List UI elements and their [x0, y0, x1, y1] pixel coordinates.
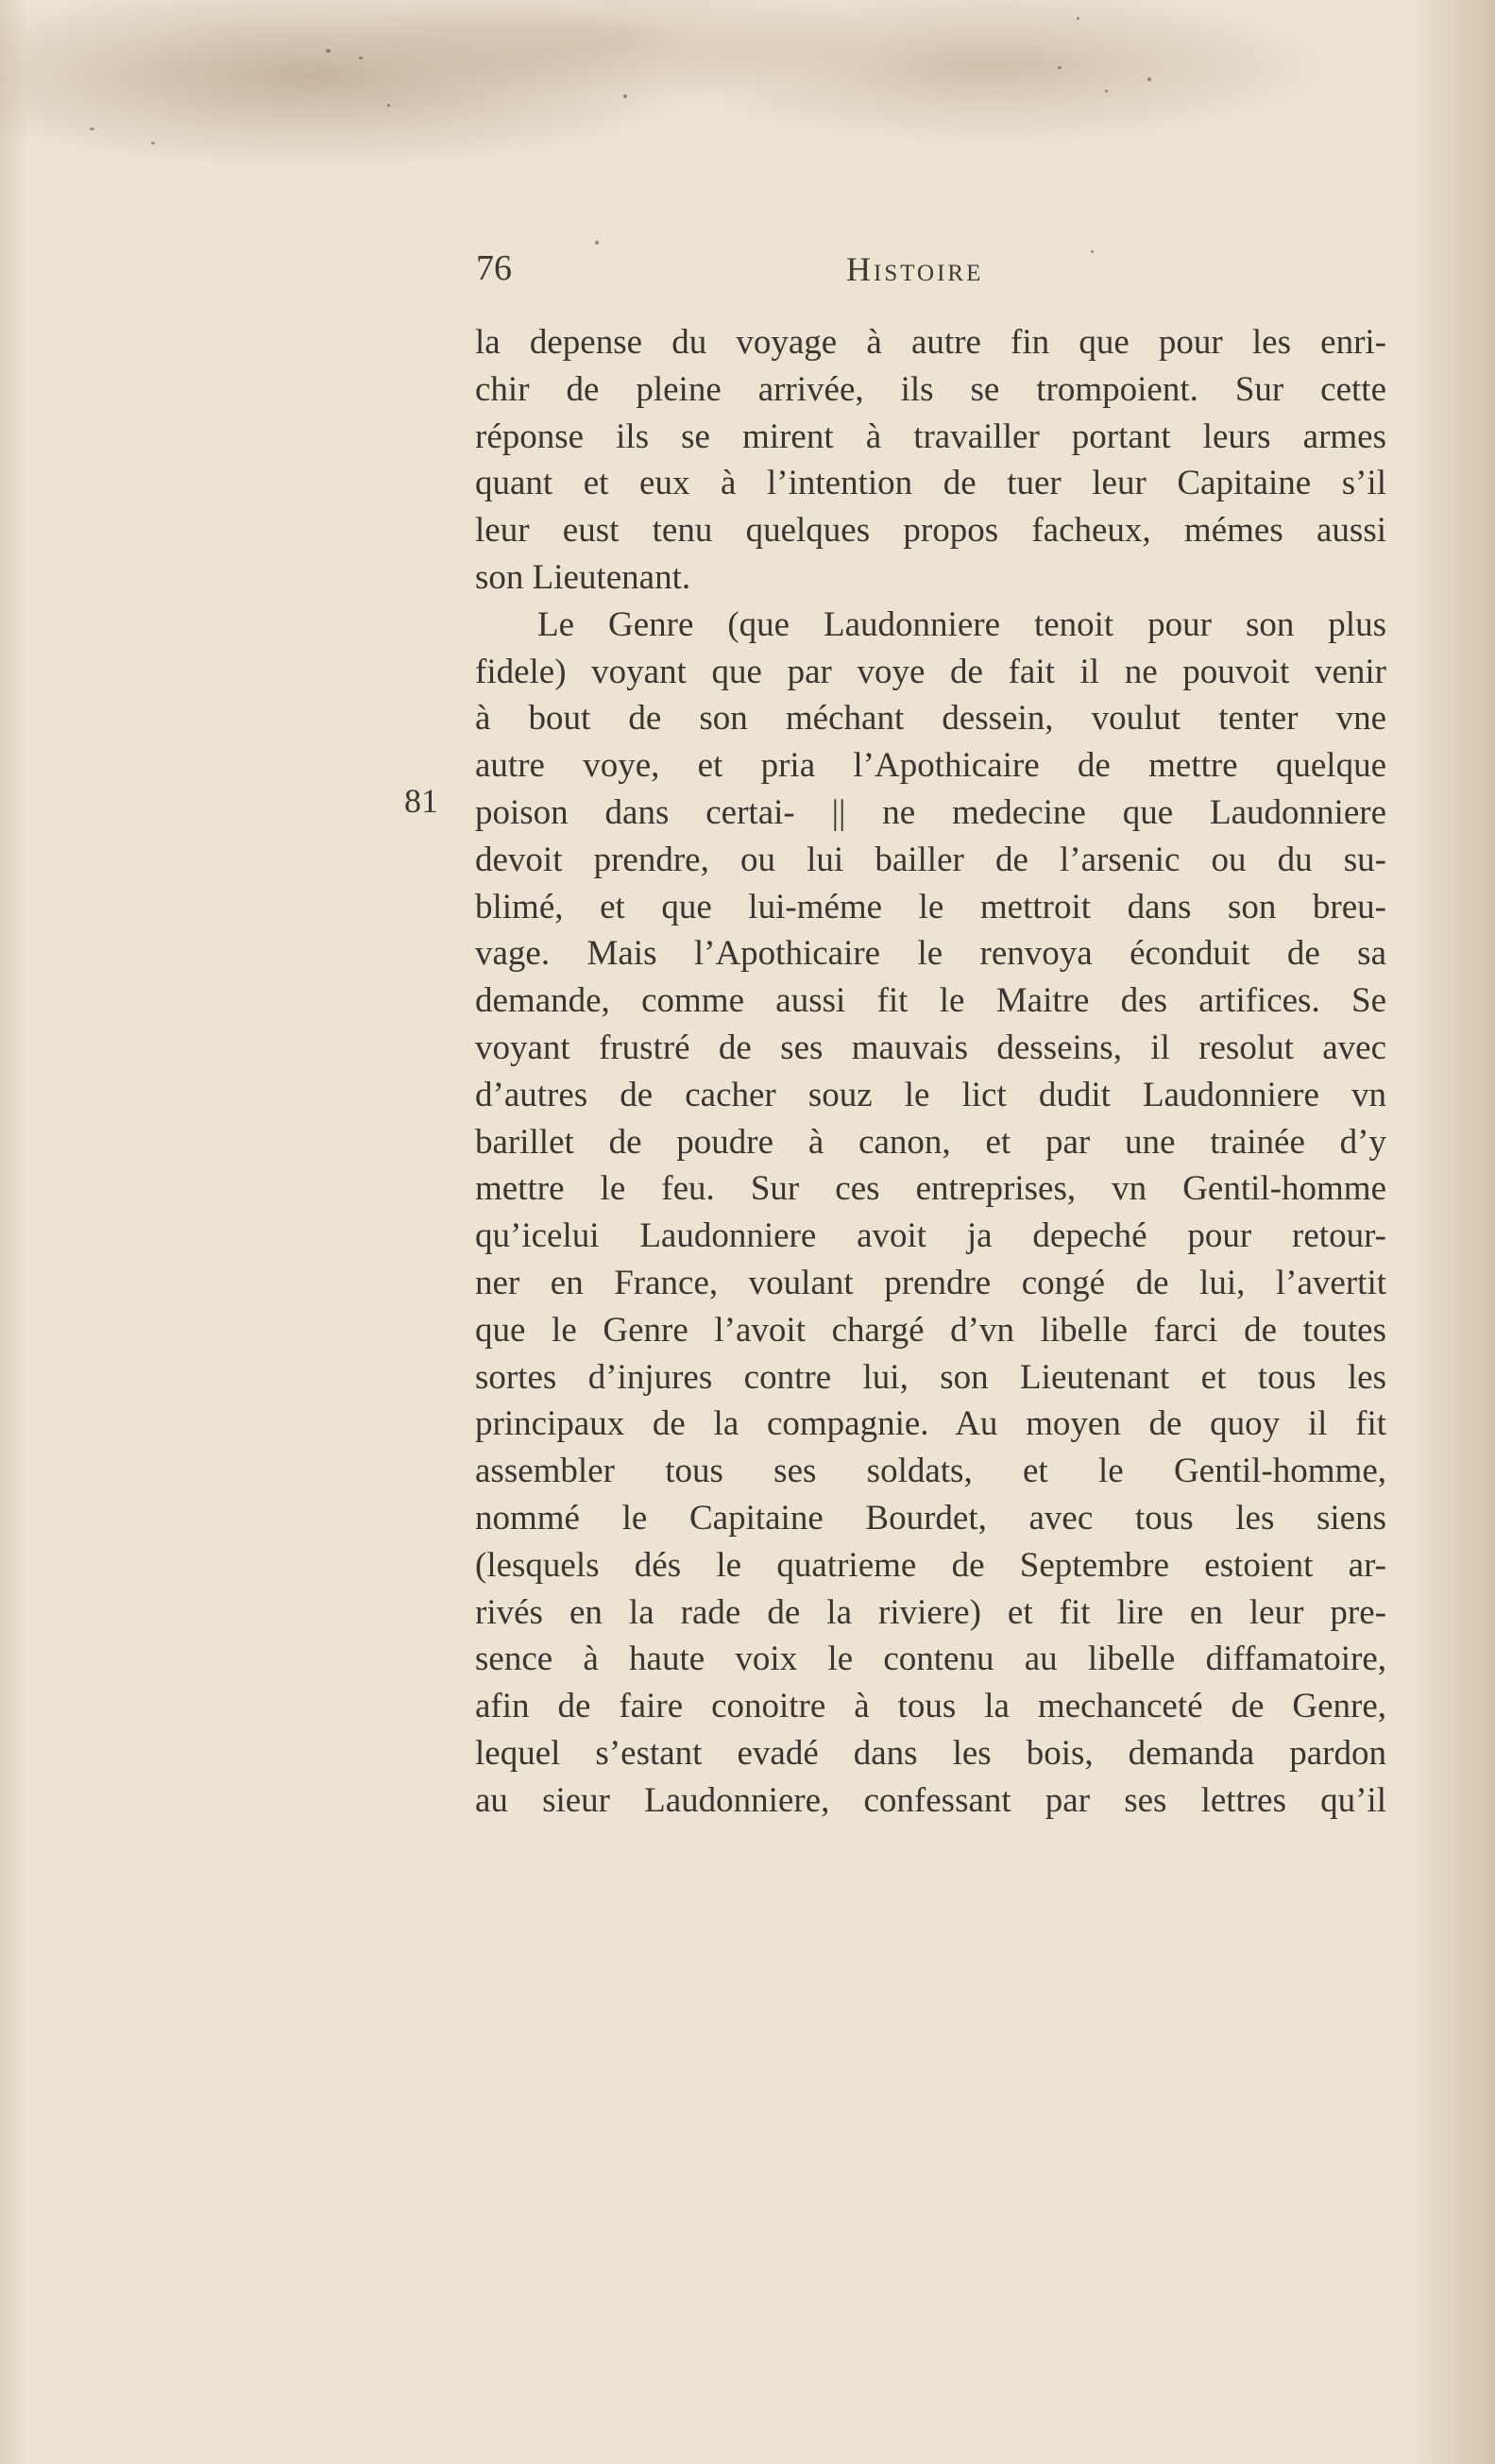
text-line: autre voye, et pria l’Apothicaire de mettre quelque	[475, 746, 1386, 786]
text-line: la depense du voyage à autre fin que pour les enri-	[475, 323, 1386, 362]
paper-edge-right	[1410, 0, 1495, 2464]
text-line: réponse ils se mirent à travailler portant leurs armes	[475, 416, 1386, 456]
text-line: devoit prendre, ou lui bailler de l’arsenic ou du su-	[475, 840, 1386, 879]
text-line: nommé le Capitaine Bourdet, avec tous les siens	[475, 1498, 1386, 1538]
paper-stain	[0, 0, 1495, 246]
text-line: (lesquels dés le quatrieme de Septembre estoient ar-	[475, 1545, 1386, 1585]
body-text	[475, 319, 1386, 1825]
text-line: assembler tous ses soldats, et le Gentil-homme,	[475, 1452, 1386, 1491]
text-line: au sieur Laudonniere, confessant par ses lettres qu’il	[475, 1780, 1386, 1820]
text-line: fidele) voyant que par voye de fait il ne pouvoit venir	[475, 652, 1386, 691]
paper-edge-left	[0, 0, 28, 2464]
text-line: principaux de la compagnie. Au moyen de quoy il fit	[475, 1404, 1386, 1444]
text-line: son Lieutenant.	[475, 557, 691, 597]
text-line: rivés en la rade de la riviere) et fit lire en leur pre-	[475, 1592, 1386, 1632]
text-line: d’autres de cacher souz le lict dudit Laudonniere vn	[475, 1075, 1386, 1114]
margin-reference: 81	[404, 782, 438, 820]
text-line: blimé, et que lui-méme le mettroit dans son breu-	[475, 887, 1386, 926]
text-line: que le Genre l’avoit chargé d’vn libelle farci de toutes	[475, 1310, 1386, 1350]
text-line: sortes d’injures contre lui, son Lieutenant et tous les	[475, 1357, 1386, 1397]
text-line: à bout de son méchant dessein, voulut tenter vne	[475, 699, 1386, 739]
running-title: Histoire	[846, 250, 984, 288]
text-line: leur eust tenu quelques propos facheux, mémes aussi	[475, 511, 1386, 551]
text-line: Le Genre (que Laudonniere tenoit pour son plus	[537, 604, 1386, 644]
text-line: lequel s’estant evadé dans les bois, demanda pardon	[475, 1733, 1386, 1773]
text-line: vage. Mais l’Apothicaire le renvoya éconduit de sa	[475, 934, 1386, 974]
text-line: ner en France, voulant prendre congé de lui, l’avertit	[475, 1263, 1386, 1302]
text-line: chir de pleine arrivée, ils se trompoient. Sur cette	[475, 369, 1386, 409]
page-number: 76	[476, 248, 512, 288]
text-line: quant et eux à l’intention de tuer leur Capitaine s’il	[475, 464, 1386, 503]
text-line: afin de faire conoitre à tous la mechanceté de Genre,	[475, 1687, 1386, 1726]
text-line: mettre le feu. Sur ces entreprises, vn Gentil-homme	[475, 1169, 1386, 1209]
text-line: poison dans certai- || ne medecine que Laudonniere	[475, 792, 1386, 832]
text-line: sence à haute voix le contenu au libelle diffamatoire,	[475, 1640, 1386, 1679]
text-line: voyant frustré de ses mauvais desseins, il resolut avec	[475, 1028, 1386, 1067]
text-line: barillet de poudre à canon, et par une trainée d’y	[475, 1122, 1386, 1162]
running-head	[476, 247, 1397, 295]
text-line: qu’icelui Laudonniere avoit ja depeché pour retour-	[475, 1216, 1386, 1256]
text-line: demande, comme aussi fit le Maitre des artifices. Se	[475, 981, 1386, 1021]
